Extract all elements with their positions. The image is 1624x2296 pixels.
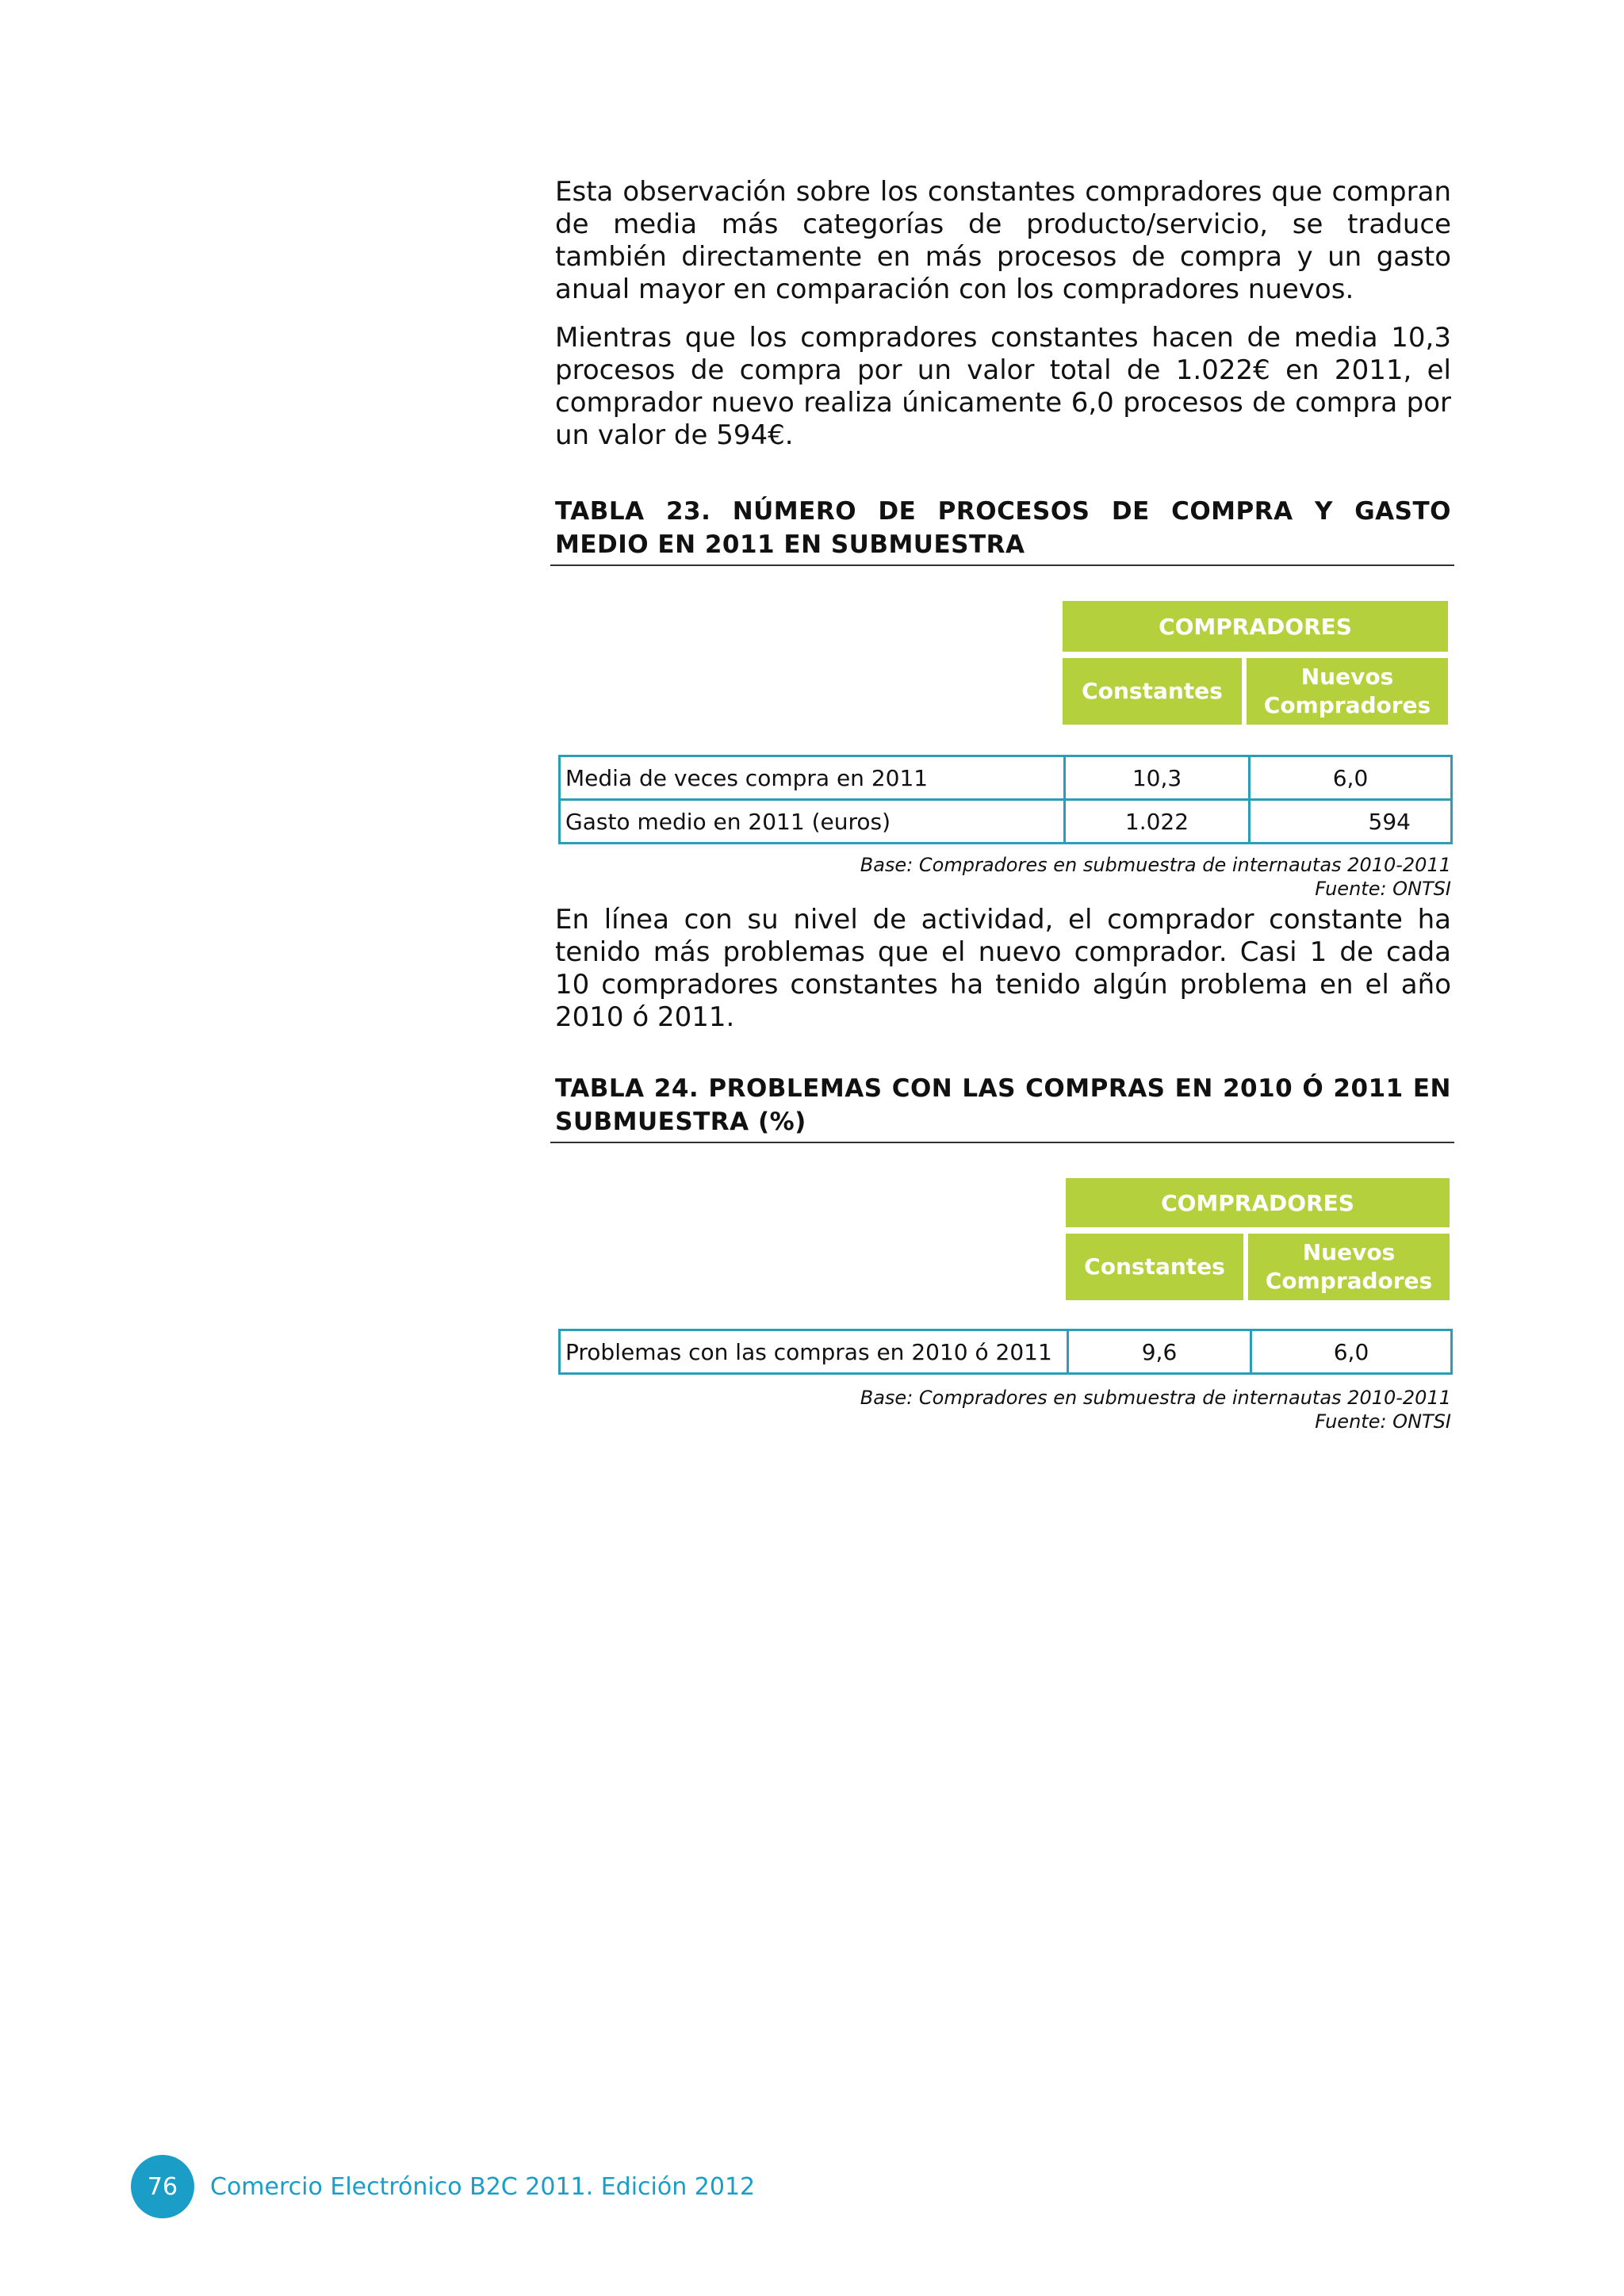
table-24-body — [558, 1329, 1453, 1375]
table-23 — [555, 601, 1451, 900]
table-23-col-constantes-label: Constantes — [1082, 678, 1223, 704]
table-row — [560, 756, 1452, 800]
page-number-badge — [131, 2155, 194, 2218]
page-footer — [131, 2155, 755, 2218]
table-24-source — [860, 1386, 1451, 1433]
table-23-row-2-constantes: 1.022 — [1065, 800, 1250, 844]
table-24-title: TABLA 24. PROBLEMAS CON LAS COMPRAS EN 2010 Ó 2011 EN SUBMUESTRA (%) — [555, 1074, 1451, 1136]
table-24-col-constantes — [1066, 1234, 1243, 1300]
table-23-title: TABLA 23. NÚMERO DE PROCESOS DE COMPRA Y GASTO MEDIO EN 2011 EN SUBMUESTRA — [555, 497, 1451, 559]
table-23-col-nuevos-line2: Compradores — [1263, 692, 1431, 718]
table-row — [560, 1330, 1452, 1374]
table-24-row-1-constantes: 9,6 — [1068, 1330, 1251, 1374]
table-23-row-1-constantes: 10,3 — [1065, 756, 1250, 800]
table-24-group-header: COMPRADORES — [1066, 1178, 1450, 1227]
table-23-title-rule — [550, 564, 1454, 566]
table-23-col-nuevos-line1: Nuevos — [1300, 664, 1394, 690]
table-24-title-rule — [550, 1142, 1454, 1143]
table-24-row-1-nuevos: 6,0 — [1251, 1330, 1452, 1374]
table-24-base: Base: Compradores en submuestra de internautas 2010-2011 — [860, 1387, 1451, 1409]
table-23-col-nuevos — [1247, 658, 1448, 725]
table-23-group-header: COMPRADORES — [1063, 601, 1448, 652]
paragraph-2: Mientras que los compradores constantes hacen de media 10,3 procesos de compra por un valor total de 1.022€ en 2011, el comprador nuevo realiza únicamente 6,0 procesos de compra por un valor de 594€. — [555, 322, 1451, 451]
paragraph-3: En línea con su nivel de actividad, el comprador constante ha tenido más problemas que el nuevo comprador. Casi 1 de cada 10 compradores constantes ha tenido algún problema en el año 2010 ó 2011. — [555, 904, 1451, 1033]
table-23-row-1-nuevos: 6,0 — [1250, 756, 1452, 800]
table-24-col-nuevos — [1248, 1234, 1450, 1300]
table-23-row-1-label: Media de veces compra en 2011 — [560, 756, 1065, 800]
paragraph-1: Esta observación sobre los constantes compradores que compran de media más categorías de producto/servicio, se traduce también directamente en más procesos de compra y un gasto anual mayor en comparación con los compradores nuevos. — [555, 176, 1451, 305]
table-24-col-nuevos-line2: Compradores — [1265, 1268, 1433, 1294]
table-23-row-2-label: Gasto medio en 2011 (euros) — [560, 800, 1065, 844]
table-24-row-1-label: Problemas con las compras en 2010 ó 2011 — [560, 1330, 1068, 1374]
publication-title: Comercio Electrónico B2C 2011. Edición 2012 — [210, 2172, 756, 2201]
table-23-col-constantes — [1063, 658, 1242, 725]
table-23-row-2-nuevos: 594 — [1250, 800, 1452, 844]
table-24-col-nuevos-line1: Nuevos — [1302, 1239, 1396, 1265]
table-23-base: Base: Compradores en submuestra de internautas 2010-2011 — [860, 854, 1451, 876]
table-24-fuente: Fuente: ONTSI — [1315, 1410, 1451, 1433]
table-23-source — [860, 853, 1451, 901]
table-24 — [555, 1178, 1451, 1433]
table-24-col-constantes-label: Constantes — [1084, 1253, 1225, 1280]
table-row — [560, 800, 1452, 844]
table-23-fuente: Fuente: ONTSI — [1315, 878, 1451, 900]
page-number: 76 — [147, 2172, 178, 2201]
table-23-body — [558, 755, 1453, 844]
page-content — [555, 176, 1451, 1433]
